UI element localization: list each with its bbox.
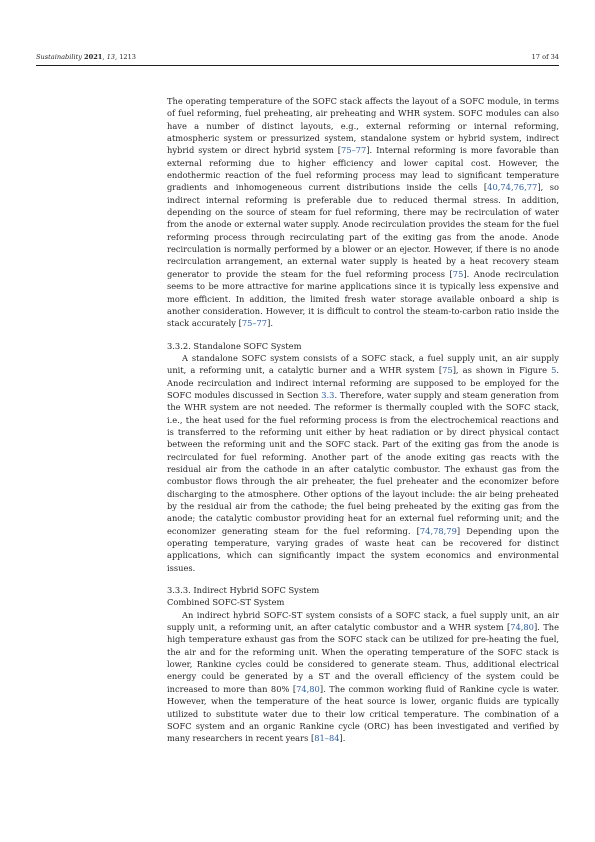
citation-link[interactable]: 75–77: [341, 145, 367, 156]
citation-link[interactable]: 75: [442, 365, 453, 376]
journal-name: Sustainability: [36, 53, 82, 61]
section-link[interactable]: 3.3: [321, 389, 335, 400]
running-header: [36, 53, 559, 65]
citation-link[interactable]: 75–77: [241, 318, 268, 329]
citation-link[interactable]: 74,80: [510, 622, 534, 633]
subsection-heading-combined: Combined SOFC-ST System: [167, 597, 285, 608]
paragraph-indirect-hybrid: An indirect hybrid SOFC-ST system consists of a SOFC stack, a fuel supply unit, an air supply unit, a reforming unit, an after catalytic combustor and a WHR system [74,80]. The high temperature exhaust gas from the SOFC stack can be utilized for pre-heating the fuel, the air and for the reforming unit. When the operating temperature of the SOFC stack is lower, Rankine cycles could be considered to generate steam. Thus, additional electrical energy could be generated by a ST and the overall efficiency of the system could be increased to more than 80% [74,80]. The common working fluid of Rankine cycle is water. However, when the temperature of the heat source is lower, organic fluids are typically utilized to substitute water due to their low critical temperature. The combination of a SOFC system and an organic Rankine cycle (ORC) has been investigated and verified by many researchers in recent years [81–84].: [167, 609, 559, 744]
journal-citation: Sustainability 2021, 13, 1213: [36, 53, 136, 61]
citation-link[interactable]: 40,74,76,77: [487, 182, 538, 193]
citation-link[interactable]: 74,80: [296, 683, 320, 694]
journal-year: 2021: [84, 53, 103, 61]
section-heading-indirect-hybrid: 3.3.3. Indirect Hybrid SOFC System: [167, 585, 320, 596]
figure-link[interactable]: 5: [551, 365, 557, 376]
citation-link[interactable]: 75: [452, 268, 464, 279]
paragraph-operating-temperature: The operating temperature of the SOFC stack affects the layout of a SOFC module, in terms of fuel reforming, fuel preheating, air preheating and WHR system. SOFC modules can also have a number of distinct layouts, e.g., external reforming or internal reforming, atmospheric system or pressurized system, standalone system or hybrid system, indirect hybrid system or direct hybrid system [75–77]. Internal reforming is more favorable than external reforming due to higher efficiency and lower capital cost. However, the endothermic reaction of the fuel reforming process may lead to significant temperature gradients and inhomogeneous current distributions inside the cells [40,74,76,77], so indirect internal reforming is preferable due to reduced thermal stress. In addition, depending on the source of steam for fuel reforming, there may be recirculation of water from the anode or external water supply. Anode recirculation provides the steam for the fuel reforming process through recirculating part of the exiting gas from the anode. Anode recirculation is normally performed by a blower or an ejector. However, if there is no anode recirculation arrangement, an external water supply is heated by a heat recovery steam generator to provide the steam for the fuel reforming process [75]. Anode recirculation seems to be more attractive for marine applications since it is typically less expensive and more efficient. In addition, the limited fresh water storage available onboard a ship is another consideration. However, it is difficult to control the steam-to-carbon ratio inside the stack accurately [75–77].: [167, 96, 560, 329]
article-number: , 1213: [115, 53, 136, 61]
citation-link[interactable]: 74,78,79: [419, 525, 457, 536]
body-text: [167, 95, 559, 745]
header-rule: [36, 65, 559, 66]
paragraph-standalone: A standalone SOFC system consists of a SOFC stack, a fuel supply unit, an air supply unit, a reforming unit, a catalytic burner and a WHR system [75], as shown in Figure 5. Anode recirculation and indirect internal reforming are supposed to be employed for the SOFC modules discussed in Section 3.3. Therefore, water supply and steam generation from the WHR system are not needed. The reformer is thermally coupled with the SOFC stack, i.e., the heat used for the fuel reforming process is from the electrochemical reactions and is transferred to the reforming unit either by heat radiation or by direct physical contact between the reforming unit and the SOFC stack. Part of the exiting gas from the anode is recirculated for fuel reforming. Another part of the anode exiting gas reacts with the residual air from the cathode in an after catalytic combustor. The exhaust gas from the combustor flows through the air preheater, the fuel preheater and the economizer before discharging to the atmosphere. Other options of the layout include: the air being preheated by the residual air from the cathode; the fuel being preheated by the exiting gas from the anode; the catalytic combustor providing heat for an external fuel reforming unit; and the economizer generating steam for the fuel reforming. [74,78,79] Depending upon the operating temperature, varying grades of waste heat can be recovered for distinct applications, which can significantly impact the system economics and environmental issues.: [167, 352, 559, 573]
journal-volume: 13: [106, 53, 115, 61]
citation-link[interactable]: 81–84: [314, 733, 340, 744]
section-heading-standalone: 3.3.2. Standalone SOFC System: [167, 340, 302, 351]
page-number: 17 of 34: [531, 53, 559, 61]
